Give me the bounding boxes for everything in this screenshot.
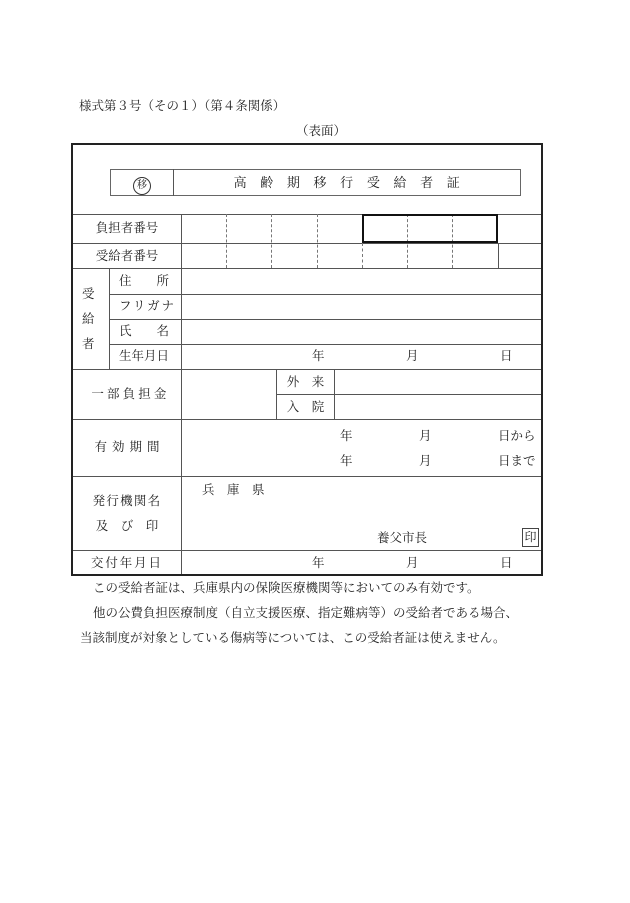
certificate-title: 高齢期移行受給者証 xyxy=(233,176,474,191)
issue-year-unit: 年 xyxy=(312,555,325,570)
birth-month-unit: 月 xyxy=(406,348,419,363)
burden-number-check-box xyxy=(362,214,498,243)
burden-number-label: 負担者番号 xyxy=(95,220,159,235)
validity-period-label: 有効期間 xyxy=(94,439,165,454)
row-divider xyxy=(109,319,541,320)
birthdate-label: 生年月日 xyxy=(119,348,170,363)
birth-year-unit: 年 xyxy=(312,348,325,363)
row-divider xyxy=(109,294,541,295)
partial-burden-label: 一部負担金 xyxy=(91,386,170,401)
burden-type-divider-right xyxy=(334,369,335,419)
row-divider xyxy=(73,419,541,420)
recipient-group-label-2: 給 xyxy=(82,311,95,326)
valid-from-day-unit: 日から xyxy=(498,428,536,443)
issue-date-label: 交付年月日 xyxy=(91,555,163,570)
digit-separator xyxy=(317,214,318,268)
outpatient-label: 外 来 xyxy=(286,374,325,389)
digit-separator xyxy=(271,214,272,268)
row-divider xyxy=(73,550,541,551)
issue-month-unit: 月 xyxy=(406,555,419,570)
row-divider xyxy=(73,243,541,244)
issuer-mayor: 養父市長 xyxy=(377,530,428,545)
birth-day-unit: 日 xyxy=(500,348,513,363)
valid-from-year-unit: 年 xyxy=(340,428,353,443)
recipient-group-label-1: 受 xyxy=(82,286,95,301)
transition-mark xyxy=(111,173,173,195)
recipient-group-label-3: 者 xyxy=(82,336,95,351)
recipient-number-right-edge xyxy=(498,243,499,268)
seal-box: 印 xyxy=(522,528,539,547)
issuer-label-line1: 発行機関名 xyxy=(92,493,162,508)
inpatient-label: 入 院 xyxy=(286,399,325,414)
issue-day-unit: 日 xyxy=(500,555,513,570)
valid-until-day-unit: 日まで xyxy=(498,453,536,468)
row-divider xyxy=(109,344,541,345)
row-divider xyxy=(73,369,541,370)
furigana-label: フリガナ xyxy=(119,298,176,313)
row-divider xyxy=(276,394,541,395)
digit-separator xyxy=(362,243,363,268)
note-other-programs-line2: 当該制度が対象としている傷病等については、この受給者証は使えません。 xyxy=(80,630,506,645)
circled-mark-icon: 移 xyxy=(133,177,151,195)
form-number: 様式第３号（その１）（第４条関係） xyxy=(79,98,286,113)
row-divider xyxy=(73,268,541,269)
row-divider xyxy=(73,476,541,477)
valid-from-month-unit: 月 xyxy=(419,428,432,443)
front-side-label: （表面） xyxy=(296,123,347,138)
address-label: 住 所 xyxy=(119,273,170,288)
valid-until-month-unit: 月 xyxy=(419,453,432,468)
digit-separator xyxy=(226,214,227,268)
issuer-prefecture: 兵 庫 県 xyxy=(202,482,265,497)
issuer-label-line2: 及 び 印 xyxy=(95,518,159,533)
name-label: 氏 名 xyxy=(119,323,170,338)
note-other-programs-line1: 他の公費負担医療制度（自立支援医療、指定難病等）の受給者である場合、 xyxy=(93,605,519,620)
recipient-number-label: 受給者番号 xyxy=(95,248,159,263)
valid-until-year-unit: 年 xyxy=(340,453,353,468)
note-validity: この受給者証は、兵庫県内の保険医療機関等においてのみ有効です。 xyxy=(93,580,480,595)
recipient-subcolumn-divider xyxy=(109,268,110,369)
label-column-divider xyxy=(181,214,182,574)
